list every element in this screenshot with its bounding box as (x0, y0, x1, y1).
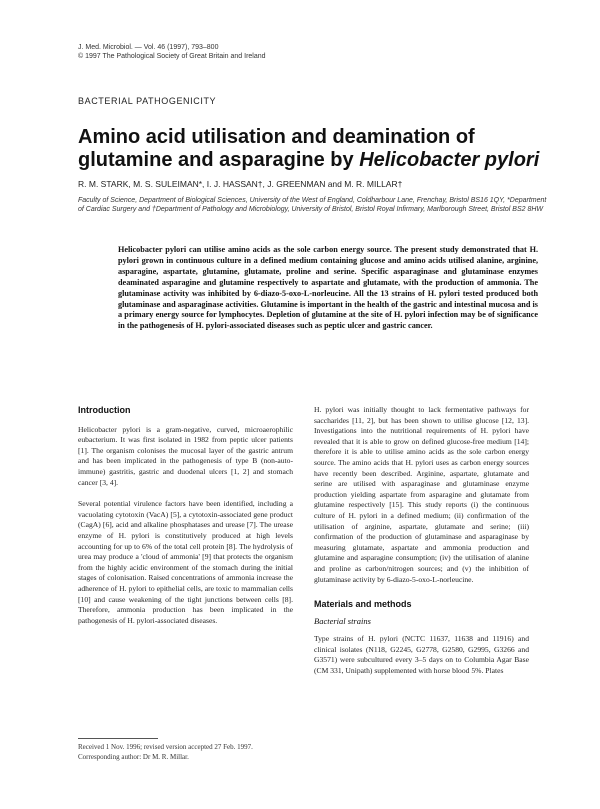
affiliations: Faculty of Science, Department of Biological Sciences, University of the West of England, Coldharbour Lane, Frenchay, Bristol BS16 1QY, *Department of Cardiac Surgery and †Department of Pathology and Microbiology, University of Bristol, Bristol Royal Infirmary, Marlborough Street, Bristol BS2 8HW (78, 197, 547, 213)
methods-heading: Materials and methods (314, 599, 412, 610)
journal-copyright: © 1997 The Pathological Society of Great Britain and Ireland (78, 53, 266, 60)
introduction-heading: Introduction (78, 405, 131, 415)
intro-paragraph-1: Helicobacter pylori is a gram-negative, curved, microaerophilic eubacterium. It was first isolated in 1982 from peptic ulcer patients [1]. The organism colonises the mucosal layer of the gastric antrum and has been implicated in the pathogenesis of type B (non-auto-immune) gastritis, gastric and duodenal ulcers [1, 2] and stomach cancer [3, 4]. (78, 424, 293, 487)
right-column (314, 405, 529, 688)
bacterial-strains-subheading: Bacterial strains (314, 615, 371, 626)
methods-paragraph: Type strains of H. pylori (NCTC 11637, 11638 and 11916) and clinical isolates (N118, G2245, G2778, G2580, G2995, G3266 and G3571) were subcultured every 3–5 days on to Columbia Agar Base (CM 331, Unipath) supplemented with horse blood 5%. Plates (314, 634, 529, 676)
abstract: Helicobacter pylori can utilise amino acids as the sole carbon energy source. The present study demonstrated that H. pylori grown in continuous culture in a defined medium containing glucose and amino acids utilised alanine, arginine, asparagine, aspartate, glutamine, glutamate, proline and serine. Specific asparaginase and glutaminase enzymes deaminated asparagine and glutamine respectively to aspartate and glutamate, with the production of ammonia. The glutaminase activity was inhibited by 6-diazo-5-oxo-L-norleucine. All the 13 strains of H. pylori tested produced both glutaminase and asparaginase activities. Glutamine is important in the health of the gastric and intestinal mucosa and is a primary energy source for lymphocytes. Depletion of glutamine at the site of H. pylori infection may be of significance in the pathogenesis of H. pylori-associated diseases such as peptic ulcer and gastric cancer. (118, 245, 538, 331)
corresponding-author: Corresponding author: Dr M. R. Millar. (78, 752, 189, 761)
paper-title (78, 126, 548, 172)
intro-paragraph-2: Several potential virulence factors have been identified, including a vacuolating cytotoxin (VacA) [5], a cytotoxin-associated gene product (CagA) [6], acid and alkaline phosphatases and urease [7]. The urease enzyme of H. pylori is constitutively produced at high levels accounting for up to 6% of the total cell protein [8]. The hydrolysis of urea may produce a 'cloud of ammonia' [9] that protects the organism from the highly acidic environment of the stomach during the initial stages of colonisation. Raised concentrations of ammonia increase the adherence of H. pylori to epithelial cells, are toxic to mammalian cells [10] and cause weakening of the tight junctions between cells [8]. Therefore, ammonia production has been implicated in the pathogenesis of H. pylori-associated diseases. (78, 499, 293, 625)
journal-citation: J. Med. Microbiol. — Vol. 46 (1997), 793–800 (78, 44, 219, 51)
intro-paragraph-3: H. pylori was initially thought to lack fermentative pathways for saccharides [11, 2], but has been shown to utilise glucose [12, 13]. Investigations into the nutritional requirements of H. pylori have revealed that it is able to grow on defined glucose-free medium [14]; therefore it is able to utilise amino acids as the sole carbon energy source. The amino acids that H. pylori uses as carbon energy sources have recently been described. Arginine, aspartate, glutamate and serine are utilised with asparaginase and glutaminase enzyme production yielding aspartate from asparagine and glutamate from glutamine respectively [15]. This study reports (i) the continuous culture of H. pylori in a defined medium; (ii) confirmation of the utilisation of arginine, aspartate, glutamate and serine; (iii) confirmation of the production of glutaminase and asparaginase by measuring glutamate, aspartate and ammonia production and glutamine and asparagine consumption; (iv) the utilisation of alanine and proline as carbon/nitrogen sources; and (v) the inhibition of glutaminase activity by 6-diazo-5-oxo-L-norleucine. (314, 405, 529, 584)
journal-header (78, 43, 266, 61)
left-column (78, 405, 293, 637)
footnote (78, 743, 293, 762)
footnote-divider (78, 738, 158, 739)
section-label: BACTERIAL PATHOGENICITY (78, 96, 217, 106)
author-list: R. M. STARK, M. S. SULEIMAN*, I. J. HASSAN†, J. GREENMAN and M. R. MILLAR† (78, 179, 403, 189)
title-organism: Helicobacter pylori (359, 149, 540, 171)
received-date: Received 1 Nov. 1996; revised version accepted 27 Feb. 1997. (78, 743, 253, 751)
title-main: Amino acid utilisation and deamination of glutamine and asparagine by (78, 126, 475, 171)
